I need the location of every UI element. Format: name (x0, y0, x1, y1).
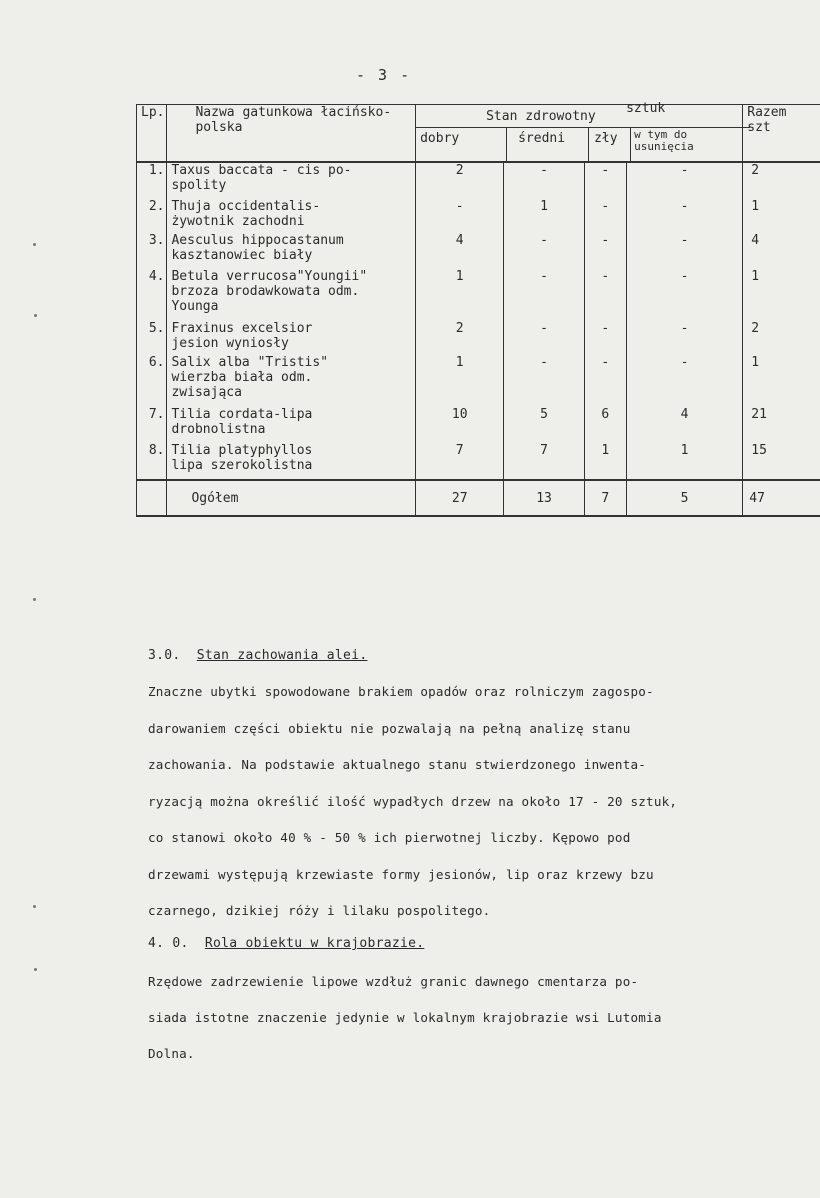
row-number: 6. (137, 355, 167, 407)
cell-usuniecia: - (626, 233, 743, 269)
cell-sredni: 1 (504, 199, 585, 233)
cell-sredni: 5 (504, 407, 585, 443)
species-name (167, 355, 416, 407)
table-row (137, 355, 820, 407)
cell-usuniecia: 4 (626, 407, 743, 443)
cell-usuniecia: - (626, 321, 743, 355)
species-name (167, 199, 416, 233)
paragraph-line: zachowania. Na podstawie aktualnego stanu stwierdzonego inwenta- (148, 757, 647, 772)
table-total-row (137, 480, 820, 516)
table-row (137, 269, 820, 321)
paragraph-line: Rzędowe zadrzewienie lipowe wzdłuż granic dawnego cmentarza po- (148, 974, 639, 989)
table-body (137, 162, 820, 480)
species-name-line: kasztanowiec biały (171, 248, 313, 263)
row-number: 7. (137, 407, 167, 443)
table-row (137, 199, 820, 233)
species-name-line: jesion wyniosły (171, 336, 289, 351)
scan-mark (34, 314, 37, 317)
cell-zly: - (584, 321, 626, 355)
species-name-line: spolity (171, 178, 227, 193)
header-health-group (416, 101, 743, 163)
cell-razem: 2 (743, 162, 820, 199)
section-3-title: Stan zachowania alei. (196, 648, 368, 663)
species-name-line: Thuja occidentalis- (171, 199, 321, 214)
species-name-line: brzoza brodawkowata odm. (171, 284, 360, 299)
tree-inventory-table (136, 101, 820, 517)
paragraph-line: co stanowi około 40 % - 50 % ich pierwotnej liczby. Kępowo pod (148, 830, 631, 845)
cell-dobry: 1 (416, 355, 504, 407)
cell-dobry: 4 (416, 233, 504, 269)
species-name-line: Tilia platyphyllos (171, 443, 313, 458)
total-sredni: 13 (504, 480, 585, 516)
paragraph-line: czarnego, dzikiej róży i lilaku pospolitego. (148, 903, 491, 918)
species-name (167, 269, 416, 321)
cell-sredni: - (504, 269, 585, 321)
cell-sredni: - (504, 233, 585, 269)
cell-dobry: - (416, 199, 504, 233)
cell-dobry: 2 (416, 162, 504, 199)
total-dobry: 27 (416, 480, 504, 516)
cell-zly: - (584, 355, 626, 407)
species-name (167, 443, 416, 480)
species-name-line: Fraxinus excelsior (171, 321, 313, 336)
paragraph-line: drzewami występują krzewiaste formy jesionów, lip oraz krzewy bzu (148, 866, 654, 882)
row-number: 5. (137, 321, 167, 355)
cell-usuniecia: - (626, 199, 743, 233)
header-sredni: średni (518, 131, 566, 146)
section-4-heading: 4. 0. Rola obiektu w krajobrazie. (148, 936, 425, 951)
cell-sredni: - (504, 321, 585, 355)
cell-razem: 4 (743, 233, 820, 269)
species-name (167, 233, 416, 269)
cell-razem: 1 (743, 269, 820, 321)
species-name-line: Salix alba "Tristis" (171, 355, 329, 370)
table-row (137, 233, 820, 269)
header-dobry: dobry (420, 131, 460, 146)
cell-sredni: 7 (504, 443, 585, 480)
row-number: 1. (137, 162, 167, 199)
species-name-line: żywotnik zachodni (171, 214, 305, 229)
species-name (167, 162, 416, 199)
paragraph-line: siada istotne znaczenie jedynie w lokalnym krajobrazie wsi Lutomia (148, 1010, 662, 1025)
cell-zly: 1 (584, 443, 626, 480)
species-name-line: Tilia cordata-lipa (171, 407, 313, 422)
scan-mark (33, 598, 36, 601)
section-3-heading: 3.0. Stan zachowania alei. (148, 648, 368, 663)
species-name-line: wierzba biała odm. (171, 370, 313, 385)
table-header-row (137, 105, 820, 163)
header-razem: Razem szt (743, 105, 820, 163)
total-label: Ogółem (167, 480, 416, 516)
species-name-line: zwisająca (171, 385, 242, 400)
species-name-line: Aesculus hippocastanum (171, 233, 344, 248)
scan-mark (33, 243, 36, 246)
scan-mark (34, 968, 37, 971)
cell-usuniecia: - (626, 355, 743, 407)
species-name-line: lipa szerokolistna (171, 458, 313, 473)
header-group-label: Stan zdrowotny (486, 109, 596, 124)
table-row (137, 407, 820, 443)
total-zly: 7 (584, 480, 626, 516)
cell-zly: - (584, 162, 626, 199)
header-name: Nazwa gatunkowa łacińsko-polska (167, 105, 416, 163)
paragraph-line: darowaniem części obiektu nie pozwalają na pełną analizę stanu (148, 720, 631, 736)
species-name (167, 407, 416, 443)
cell-razem: 15 (743, 443, 820, 480)
cell-sredni: - (504, 162, 585, 199)
row-number: 8. (137, 443, 167, 480)
cell-dobry: 1 (416, 269, 504, 321)
cell-usuniecia: - (626, 162, 743, 199)
cell-zly: - (584, 269, 626, 321)
paragraph-line: Dolna. (148, 1046, 195, 1061)
page-number: - 3 - (356, 66, 412, 84)
cell-razem: 2 (743, 321, 820, 355)
cell-sredni: - (504, 355, 585, 407)
table-row (137, 162, 820, 199)
cell-razem: 1 (743, 199, 820, 233)
total-razem: 47 (743, 480, 820, 516)
header-zly: zły (594, 131, 618, 146)
cell-dobry: 10 (416, 407, 504, 443)
cell-usuniecia: - (626, 269, 743, 321)
row-number: 4. (137, 269, 167, 321)
table-row (137, 443, 820, 480)
total-usuniecia: 5 (626, 480, 743, 516)
row-number: 3. (137, 233, 167, 269)
cell-dobry: 2 (416, 321, 504, 355)
cell-razem: 21 (743, 407, 820, 443)
cell-usuniecia: 1 (626, 443, 743, 480)
header-lp: Lp. (137, 105, 167, 163)
paragraph-line: Znaczne ubytki spowodowane brakiem opadów oraz rolniczym zagospo- (148, 684, 654, 699)
species-name-line: Betula verrucosa"Youngii" (171, 269, 368, 284)
species-name (167, 321, 416, 355)
cell-razem: 1 (743, 355, 820, 407)
cell-zly: - (584, 233, 626, 269)
section-4-title: Rola obiektu w krajobrazie. (204, 936, 425, 951)
row-number: 2. (137, 199, 167, 233)
species-name-line: drobnolistna (171, 422, 266, 437)
species-name-line: Younga (171, 299, 219, 314)
cell-dobry: 7 (416, 443, 504, 480)
scan-mark (33, 905, 36, 908)
header-usuniecia: w tym do usunięcia (634, 128, 694, 153)
header-unit-label: sztuk (626, 101, 666, 116)
cell-zly: 6 (584, 407, 626, 443)
cell-zly: - (584, 199, 626, 233)
table-row (137, 321, 820, 355)
paragraph-line: ryzacją można określić ilość wypadłych drzew na około 17 - 20 sztuk, (148, 793, 678, 809)
species-name-line: Taxus baccata - cis po- (171, 163, 352, 178)
